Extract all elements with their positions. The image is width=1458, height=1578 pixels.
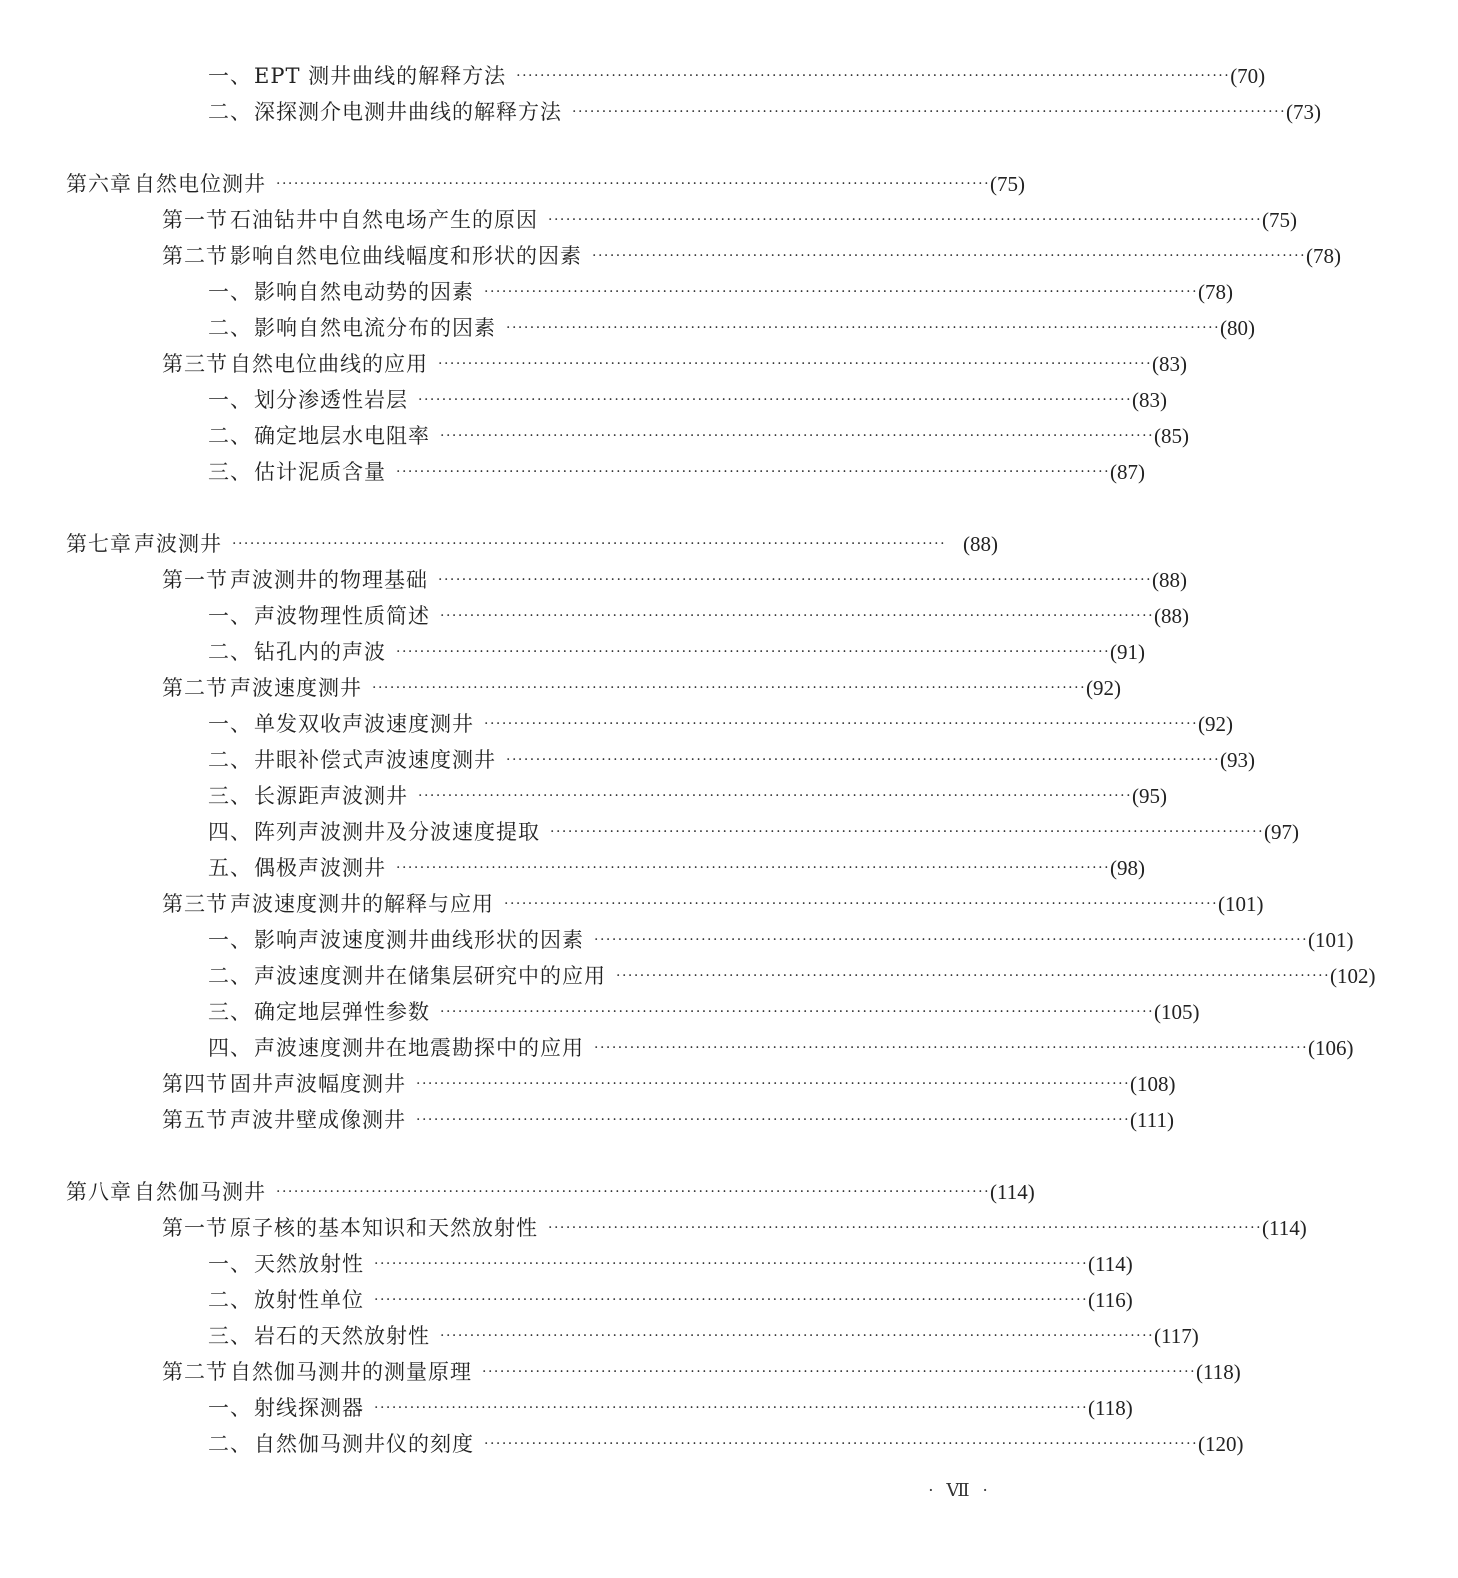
- toc-entry-label: 一、: [208, 64, 252, 88]
- toc-entry-subsection: [0, 382, 1168, 418]
- toc-entry-page-number: (116): [1088, 1288, 1133, 1312]
- toc-entry-title: 影响声波速度测井曲线形状的因素: [254, 928, 584, 952]
- toc-entry-label: 二、: [208, 640, 252, 664]
- toc-entry-label: 第六章: [66, 172, 132, 196]
- toc-entry-label: 第五节: [162, 1108, 228, 1132]
- toc-entry-label: 二、: [208, 316, 252, 340]
- toc-entry-page-number: (101): [1218, 892, 1264, 916]
- toc-entry-page-number: (111): [1130, 1108, 1174, 1132]
- dot-leader: ························································································································: [418, 392, 1133, 408]
- toc-entry-page-number: (80): [1220, 316, 1256, 340]
- toc-entry-page-number: (88): [963, 532, 998, 556]
- dot-leader: ························································································································: [416, 1076, 1131, 1092]
- toc-entry-title: 阵列声波测井及分波速度提取: [254, 820, 540, 844]
- toc-entry-chapter: [0, 166, 1080, 202]
- toc-entry-subsection: [0, 418, 1190, 454]
- toc-entry-title: 天然放射性: [254, 1252, 364, 1276]
- toc-entry-page-number: (83): [1152, 352, 1188, 376]
- toc-entry-title: 声波物理性质简述: [254, 604, 430, 628]
- toc-entry-page-number: (88): [1154, 604, 1190, 628]
- toc-entry-label: 二、: [208, 100, 252, 124]
- dot-leader: ························································································································: [440, 608, 1155, 624]
- toc-entry-label: 第四节: [162, 1072, 228, 1096]
- toc-entry-title: 原子核的基本知识和天然放射性: [230, 1216, 538, 1240]
- toc-entry-subsection: [0, 958, 1376, 994]
- toc-entry-page-number: (92): [1198, 712, 1234, 736]
- toc-entry-label: 一、: [208, 1396, 252, 1420]
- toc-entry-page-number: (118): [1196, 1360, 1241, 1384]
- toc-entry-label: 第一节: [162, 208, 228, 232]
- toc-entry-label: 二、: [208, 964, 252, 988]
- dot-leader: ························································································································: [516, 68, 1231, 84]
- toc-entry-page-number: (117): [1154, 1324, 1199, 1348]
- toc-entry-title: 单发双收声波速度测井: [254, 712, 474, 736]
- toc-entry-subsection: [0, 814, 1300, 850]
- toc-entry-label: 一、: [208, 280, 252, 304]
- toc-entry-title: 自然伽马测井仪的刻度: [254, 1432, 474, 1456]
- toc-entry-title: 声波速度测井在储集层研究中的应用: [254, 964, 606, 988]
- toc-entry-subsection: [0, 742, 1256, 778]
- toc-entry-page-number: (78): [1198, 280, 1234, 304]
- dot-leader: ························································································································: [592, 248, 1307, 264]
- toc-entry-chapter: [0, 526, 1080, 562]
- dot-leader: ························································································································: [232, 536, 947, 552]
- dot-leader: ························································································································: [484, 1436, 1199, 1452]
- toc-entry-section: [0, 202, 1298, 238]
- dot-leader: ························································································································: [548, 212, 1263, 228]
- toc-entry-label: 一、: [208, 1252, 252, 1276]
- dot-leader: ························································································································: [440, 1328, 1155, 1344]
- toc-entry-title: 深探测介电测井曲线的解释方法: [254, 100, 562, 124]
- toc-entry-page-number: (75): [1262, 208, 1298, 232]
- toc-entry-page-number: (98): [1110, 856, 1146, 880]
- toc-entry-label: 第三节: [162, 892, 228, 916]
- toc-entry-title: 岩石的天然放射性: [254, 1324, 430, 1348]
- toc-entry-label: 四、: [208, 1036, 252, 1060]
- toc-entry-label: 第一节: [162, 1216, 228, 1240]
- toc-entry-subsection: [0, 1318, 1199, 1354]
- dot-leader: ························································································································: [504, 896, 1219, 912]
- toc-entry-section: [0, 1066, 1176, 1102]
- dot-leader: ························································································································: [484, 716, 1199, 732]
- toc-entry-title: 长源距声波测井: [254, 784, 408, 808]
- dot-leader: ························································································································: [440, 1004, 1155, 1020]
- toc-entry-title: 自然伽马测井的测量原理: [230, 1360, 472, 1384]
- toc-entry-label: 第二节: [162, 244, 228, 268]
- toc-entry-page-number: (87): [1110, 460, 1146, 484]
- toc-entry-subsection: [0, 274, 1234, 310]
- dot-leader: ························································································································: [484, 284, 1199, 300]
- toc-entry-page-number: (105): [1154, 1000, 1200, 1024]
- toc-entry-page-number: (85): [1154, 424, 1190, 448]
- toc-entry-section: [0, 670, 1122, 706]
- toc-entry-chapter: [0, 1174, 1080, 1210]
- toc-entry-page-number: (114): [990, 1180, 1035, 1204]
- toc-entry-subsection: [0, 1030, 1354, 1066]
- toc-entry-page-number: (75): [990, 172, 1026, 196]
- toc-entry-title: EPT 测井曲线的解释方法: [254, 64, 507, 88]
- toc-entry-label: 二、: [208, 1288, 252, 1312]
- toc-entry-section: [0, 1354, 1241, 1390]
- toc-entry-subsection: [0, 1246, 1133, 1282]
- toc-entry-title: 估计泥质含量: [254, 460, 386, 484]
- toc-entry-page-number: (108): [1130, 1072, 1176, 1096]
- dot-leader: ························································································································: [372, 680, 1087, 696]
- toc-entry-subsection: [0, 850, 1146, 886]
- toc-entry-label: 三、: [208, 784, 252, 808]
- toc-entry-title: 井眼补偿式声波速度测井: [254, 748, 496, 772]
- toc-entry-page-number: (88): [1152, 568, 1188, 592]
- dot-leader: ························································································································: [374, 1292, 1089, 1308]
- dot-leader: ························································································································: [374, 1256, 1089, 1272]
- toc-entry-label: 二、: [208, 1432, 252, 1456]
- table-of-contents: [0, 58, 1376, 1462]
- toc-entry-title: 影响自然电位曲线幅度和形状的因素: [230, 244, 582, 268]
- dot-leader: ························································································································: [276, 1184, 991, 1200]
- toc-entry-label: 三、: [208, 460, 252, 484]
- dot-leader: ························································································································: [396, 644, 1111, 660]
- toc-entry-subsection: [0, 94, 1322, 130]
- toc-entry-page-number: (106): [1308, 1036, 1354, 1060]
- toc-entry-section: [0, 346, 1188, 382]
- dot-leader: ························································································································: [418, 788, 1133, 804]
- toc-entry-title: 射线探测器: [254, 1396, 364, 1420]
- toc-entry-title: 确定地层水电阻率: [254, 424, 430, 448]
- dot-leader: ························································································································: [438, 356, 1153, 372]
- toc-entry-title: 偶极声波测井: [254, 856, 386, 880]
- toc-entry-page-number: (95): [1132, 784, 1168, 808]
- toc-entry-title: 放射性单位: [254, 1288, 364, 1312]
- toc-entry-subsection: [0, 706, 1234, 742]
- toc-entry-subsection: [0, 598, 1190, 634]
- toc-entry-label: 三、: [208, 1324, 252, 1348]
- toc-entry-page-number: (120): [1198, 1432, 1244, 1456]
- toc-entry-label: 第八章: [66, 1180, 132, 1204]
- toc-entry-label: 一、: [208, 712, 252, 736]
- toc-entry-label: 第三节: [162, 352, 228, 376]
- toc-entry-title: 声波井壁成像测井: [230, 1108, 406, 1132]
- toc-entry-subsection: [0, 1282, 1133, 1318]
- toc-entry-label: 四、: [208, 820, 252, 844]
- dot-leader: ························································································································: [594, 1040, 1309, 1056]
- toc-entry-subsection: [0, 1390, 1133, 1426]
- dot-leader: ························································································································: [438, 572, 1153, 588]
- toc-entry-subsection: [0, 778, 1168, 814]
- toc-entry-page-number: (92): [1086, 676, 1122, 700]
- toc-entry-title: 自然电位测井: [134, 172, 266, 196]
- dot-leader: ························································································································: [550, 824, 1265, 840]
- toc-entry-subsection: [0, 454, 1146, 490]
- toc-entry-page-number: (91): [1110, 640, 1146, 664]
- toc-entry-subsection: [0, 1426, 1244, 1462]
- toc-entry-label: 一、: [208, 388, 252, 412]
- dot-leader: ························································································································: [506, 752, 1221, 768]
- toc-entry-label: 二、: [208, 748, 252, 772]
- toc-entry-title: 声波速度测井的解释与应用: [230, 892, 494, 916]
- toc-entry-section: [0, 886, 1264, 922]
- toc-entry-subsection: [0, 994, 1200, 1030]
- toc-entry-page-number: (114): [1262, 1216, 1307, 1240]
- toc-entry-title: 声波速度测井: [230, 676, 362, 700]
- toc-entry-title: 石油钻井中自然电场产生的原因: [230, 208, 538, 232]
- toc-entry-subsection: [0, 634, 1146, 670]
- toc-entry-title: 钻孔内的声波: [254, 640, 386, 664]
- dot-leader: ························································································································: [374, 1400, 1089, 1416]
- toc-entry-title: 自然伽马测井: [134, 1180, 266, 1204]
- toc-entry-title: 划分渗透性岩层: [254, 388, 408, 412]
- toc-entry-section: [0, 1210, 1307, 1246]
- toc-entry-label: 一、: [208, 928, 252, 952]
- dot-leader: ························································································································: [416, 1112, 1131, 1128]
- toc-entry-page-number: (70): [1230, 64, 1266, 88]
- dot-leader: ························································································································: [548, 1220, 1263, 1236]
- dot-leader: ························································································································: [506, 320, 1221, 336]
- toc-entry-page-number: (73): [1286, 100, 1322, 124]
- dot-leader: ························································································································: [396, 860, 1111, 876]
- toc-entry-page-number: (118): [1088, 1396, 1133, 1420]
- dot-leader: ························································································································: [440, 428, 1155, 444]
- page-number-footer: · Ⅶ ·: [927, 1480, 993, 1500]
- toc-entry-page-number: (114): [1088, 1252, 1133, 1276]
- toc-entry-label: 第二节: [162, 676, 228, 700]
- toc-entry-label: 第一节: [162, 568, 228, 592]
- toc-entry-title: 自然电位曲线的应用: [230, 352, 428, 376]
- toc-entry-page-number: (102): [1330, 964, 1376, 988]
- dot-leader: ························································································································: [482, 1364, 1197, 1380]
- dot-leader: ························································································································: [594, 932, 1309, 948]
- toc-entry-title: 影响自然电流分布的因素: [254, 316, 496, 340]
- toc-entry-subsection: [0, 58, 1266, 94]
- toc-entry-subsection: [0, 310, 1256, 346]
- toc-entry-page-number: (101): [1308, 928, 1354, 952]
- toc-entry-page-number: (97): [1264, 820, 1300, 844]
- toc-entry-section: [0, 238, 1342, 274]
- toc-entry-label: 五、: [208, 856, 252, 880]
- toc-entry-page-number: (78): [1306, 244, 1342, 268]
- toc-entry-page-number: (93): [1220, 748, 1256, 772]
- dot-leader: ························································································································: [572, 104, 1287, 120]
- toc-entry-title: 影响自然电动势的因素: [254, 280, 474, 304]
- toc-entry-label: 第七章: [66, 532, 132, 556]
- toc-entry-title: 确定地层弹性参数: [254, 1000, 430, 1024]
- toc-entry-title: 声波测井的物理基础: [230, 568, 428, 592]
- dot-leader: ························································································································: [396, 464, 1111, 480]
- toc-entry-label: 二、: [208, 424, 252, 448]
- toc-entry-title: 声波速度测井在地震勘探中的应用: [254, 1036, 584, 1060]
- toc-entry-section: [0, 562, 1188, 598]
- toc-entry-label: 第二节: [162, 1360, 228, 1384]
- toc-entry-label: 一、: [208, 604, 252, 628]
- toc-entry-subsection: [0, 922, 1354, 958]
- toc-entry-label: 三、: [208, 1000, 252, 1024]
- dot-leader: ························································································································: [616, 968, 1331, 984]
- dot-leader: ························································································································: [276, 176, 991, 192]
- toc-entry-page-number: (83): [1132, 388, 1168, 412]
- toc-entry-section: [0, 1102, 1174, 1138]
- toc-entry-title: 固井声波幅度测井: [230, 1072, 406, 1096]
- toc-entry-title: 声波测井: [134, 532, 222, 556]
